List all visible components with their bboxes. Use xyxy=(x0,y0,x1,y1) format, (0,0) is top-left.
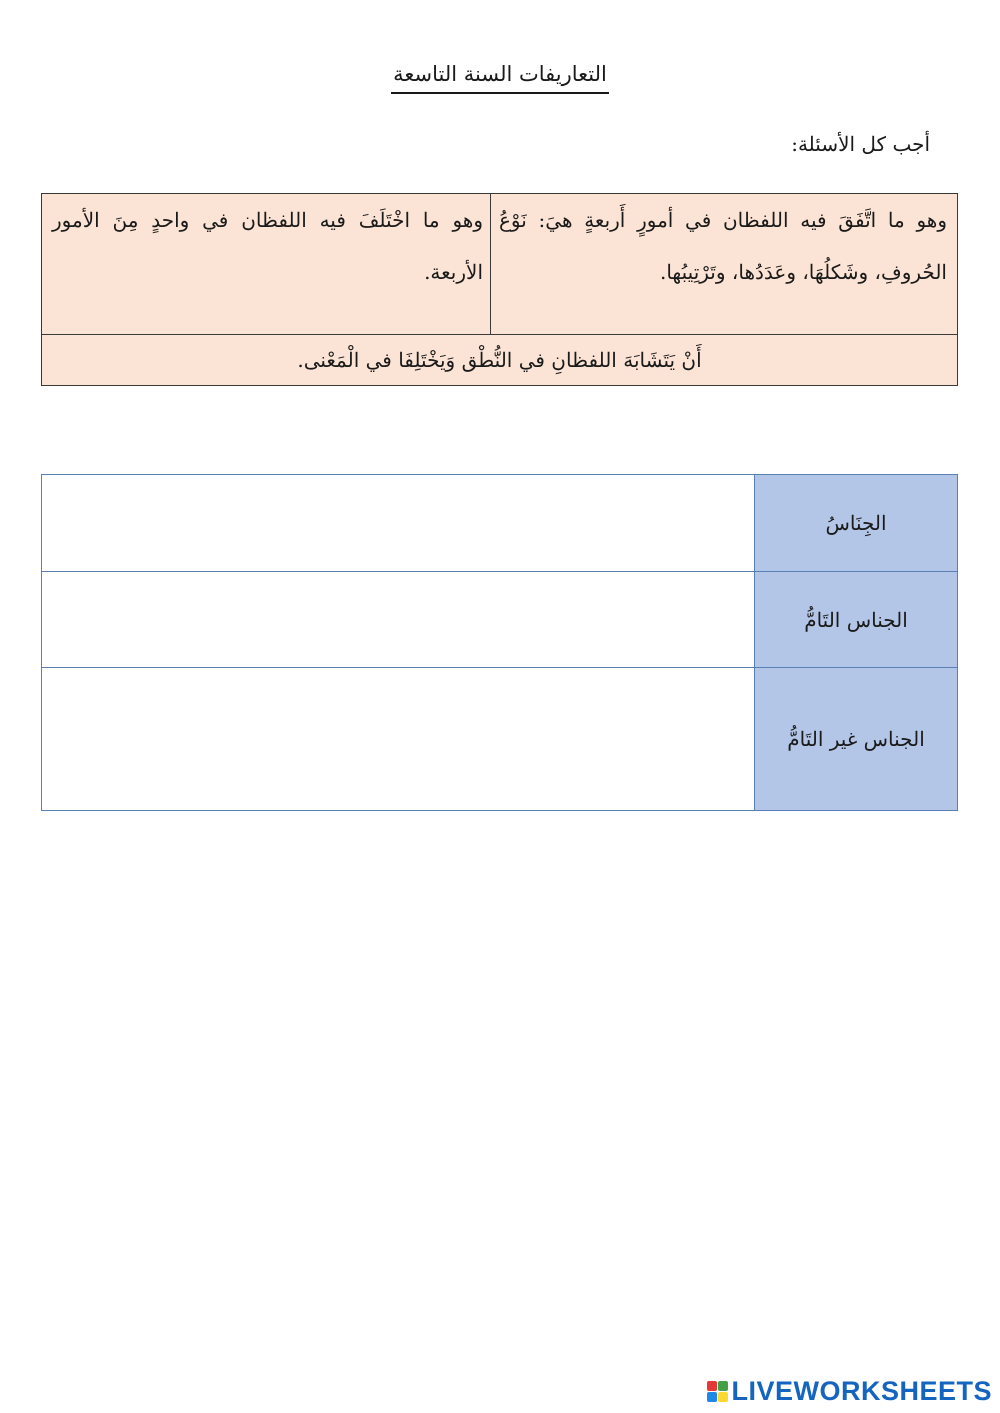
logo-square xyxy=(707,1381,717,1391)
worksheet-title-text: التعاريفات السنة التاسعة xyxy=(391,62,609,94)
table-row xyxy=(42,475,958,572)
instruction-text: أجب كل الأسئلة: xyxy=(791,132,930,156)
term-label: الجناس غير التَامُّ xyxy=(755,668,958,811)
logo-square xyxy=(718,1381,728,1391)
answer-drop-zone[interactable] xyxy=(42,572,755,668)
logo-icon xyxy=(707,1381,728,1402)
option-definition-general[interactable]: أَنْ يَتَشَابَهَ اللفظانِ في النُّطْق وَيَخْتَلِفَا في الْمَعْنى. xyxy=(297,348,702,372)
terms-table xyxy=(41,474,958,811)
logo-square xyxy=(718,1392,728,1402)
term-label: الجناس التَامُّ xyxy=(755,572,958,668)
worksheet-title xyxy=(0,62,1000,94)
term-label: الجِنَاسُ xyxy=(755,475,958,572)
answer-drop-zone[interactable] xyxy=(42,475,755,572)
table-row xyxy=(42,668,958,811)
liveworksheets-logo xyxy=(707,1376,992,1407)
table-row xyxy=(42,572,958,668)
logo-text: LIVEWORKSHEETS xyxy=(731,1376,992,1406)
option-definition-incomplete[interactable]: وهو ما اخْتَلَفَ فيه اللفظان في واحدٍ مِنَ الأمور الأربعة. xyxy=(42,194,491,335)
answer-drop-zone[interactable] xyxy=(42,668,755,811)
option-definition-complete[interactable]: وهو ما اتَّفَقَ فيه اللفظان في أمورٍ أَربعةٍ هيَ: نَوْعُ الحُروفِ، وشَكلُهَا، وعَدَدُها، وتَرْتِيبُها. xyxy=(490,194,957,335)
options-box xyxy=(41,193,958,386)
logo-square xyxy=(707,1392,717,1402)
